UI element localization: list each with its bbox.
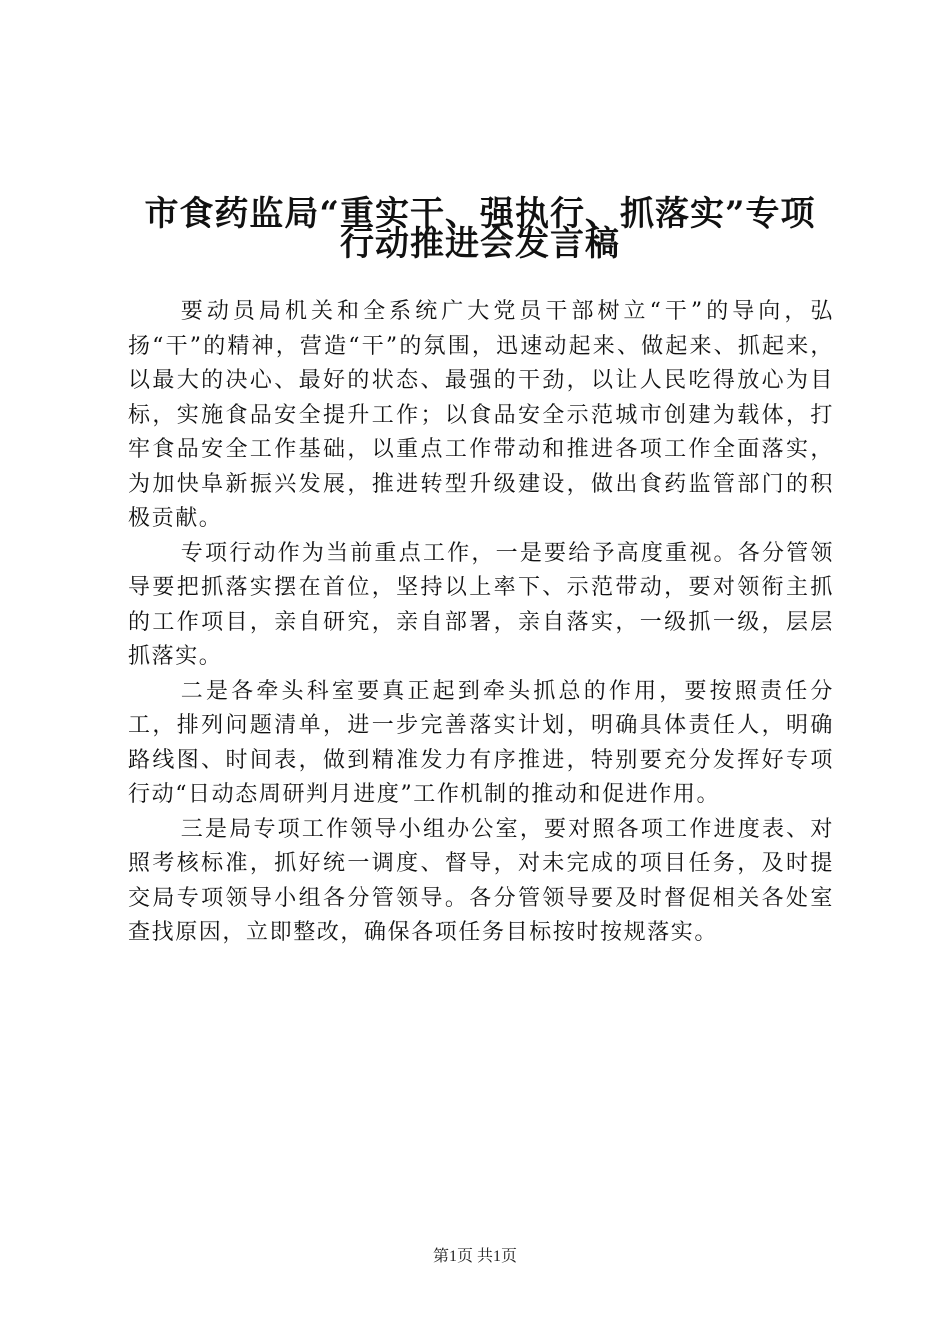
document-body <box>128 295 834 951</box>
document-title-line-1: 市食药监局“重实干、强执行、抓落实”专项 <box>144 194 816 234</box>
paragraph-2: 专项行动作为当前重点工作，一是要给予高度重视。各分管领导要把抓落实摆在首位，坚持以上率下、示范带动，要对领衔主抓的工作项目，亲自研究，亲自部署，亲自落实，一级抓一级，层层抓落实。 <box>128 540 834 669</box>
paragraph-3: 二是各牵头科室要真正起到牵头抓总的作用，要按照责任分工，排列问题清单，进一步完善落实计划，明确具体责任人，明确路线图、时间表，做到精准发力有序推进，特别要充分发挥好专项行动“日动态周研判月进度”工作机制的推动和促进作用。 <box>128 678 834 807</box>
document-title-line-2: 行动推进会发言稿 <box>340 224 620 264</box>
page-footer: 第1页 共1页 <box>432 1248 517 1265</box>
paragraph-1: 要动员局机关和全系统广大党员干部树立“干”的导向，弘扬“干”的精神，营造“干”的氛围，迅速动起来、做起来、抓起来，以最大的决心、最好的状态、最强的干劲，以让人民吃得放心为目标，实施食品安全提升工作；以食品安全示范城市创建为载体，打牢食品安全工作基础，以重点工作带动和推进各项工作全面落实，为加快阜新振兴发展，推进转型升级建设，做出食药监管部门的积极贡献。 <box>128 299 834 531</box>
paragraph-4: 三是局专项工作领导小组办公室，要对照各项工作进度表、对照考核标准，抓好统一调度、督导，对未完成的项目任务，及时提交局专项领导小组各分管领导。各分管领导要及时督促相关各处室查找原因，立即整改，确保各项任务目标按时按规落实。 <box>128 816 834 945</box>
